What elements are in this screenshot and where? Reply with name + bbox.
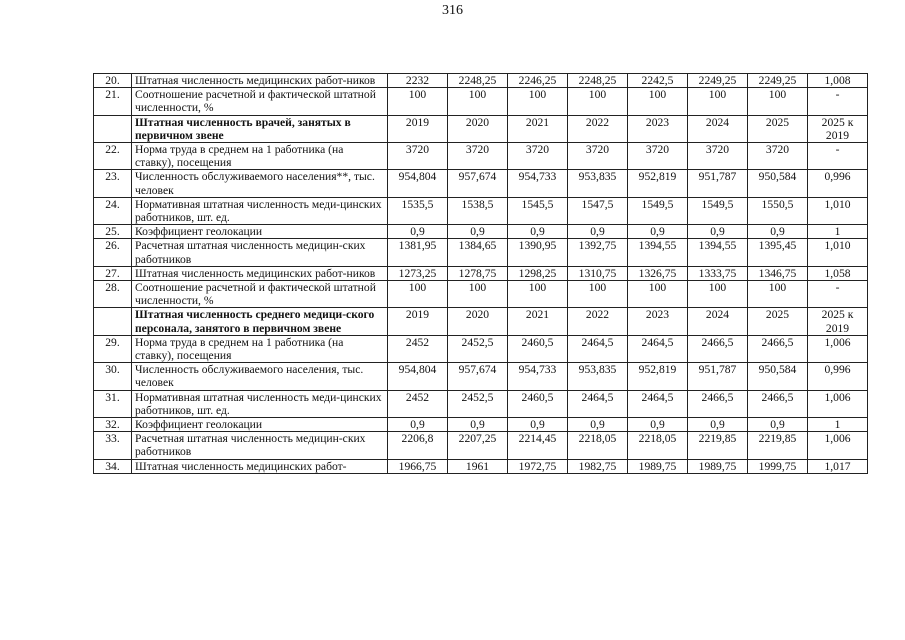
year-header-cell: 2022	[568, 115, 628, 142]
value-cell: 951,787	[688, 170, 748, 197]
value-cell: 3720	[448, 143, 508, 170]
value-cell: 2219,85	[748, 432, 808, 459]
value-cell: 3720	[628, 143, 688, 170]
value-cell: 1384,65	[448, 239, 508, 266]
value-cell: 1538,5	[448, 197, 508, 224]
ratio-header-cell: 2025 к 2019	[808, 308, 868, 335]
value-cell: 100	[628, 88, 688, 115]
value-cell: 0,9	[388, 225, 448, 239]
indicator-label: Соотношение расчетной и фактической штатной численности, %	[132, 281, 388, 308]
value-cell: 100	[388, 88, 448, 115]
value-cell: 0,9	[628, 225, 688, 239]
table-row	[94, 88, 868, 115]
value-cell: 1982,75	[568, 459, 628, 473]
value-cell: 100	[748, 88, 808, 115]
value-cell: 954,733	[508, 363, 568, 390]
ratio-cell: 0,996	[808, 170, 868, 197]
ratio-cell: -	[808, 281, 868, 308]
value-cell: 0,9	[628, 418, 688, 432]
value-cell: 1999,75	[748, 459, 808, 473]
ratio-cell: 1	[808, 418, 868, 432]
table-row	[94, 335, 868, 362]
value-cell: 2452,5	[448, 335, 508, 362]
value-cell: 957,674	[448, 363, 508, 390]
value-cell: 2246,25	[508, 74, 568, 88]
ratio-cell: 1	[808, 225, 868, 239]
value-cell: 100	[448, 281, 508, 308]
table-row	[94, 281, 868, 308]
indicator-label: Расчетная штатная численность медицин-ских работников	[132, 239, 388, 266]
value-cell: 100	[508, 281, 568, 308]
row-number: 20.	[94, 74, 132, 88]
ratio-cell: 1,006	[808, 432, 868, 459]
value-cell: 0,9	[568, 418, 628, 432]
year-header-cell: 2019	[388, 115, 448, 142]
row-number: 28.	[94, 281, 132, 308]
year-header-cell: 2020	[448, 308, 508, 335]
year-header-cell: 2025	[748, 115, 808, 142]
indicator-label: Коэффициент геолокации	[132, 225, 388, 239]
ratio-cell: 1,058	[808, 266, 868, 280]
value-cell: 1278,75	[448, 266, 508, 280]
value-cell: 2452	[388, 335, 448, 362]
value-cell: 3720	[568, 143, 628, 170]
value-cell: 1395,45	[748, 239, 808, 266]
table-row	[94, 197, 868, 224]
year-header-cell: 2024	[688, 308, 748, 335]
value-cell: 2207,25	[448, 432, 508, 459]
value-cell: 2248,25	[448, 74, 508, 88]
table-row	[94, 170, 868, 197]
value-cell: 1549,5	[628, 197, 688, 224]
value-cell: 3720	[748, 143, 808, 170]
year-header-cell: 2021	[508, 115, 568, 142]
value-cell: 2460,5	[508, 335, 568, 362]
value-cell: 2466,5	[748, 390, 808, 417]
value-cell: 0,9	[688, 418, 748, 432]
value-cell: 2218,05	[568, 432, 628, 459]
value-cell: 0,9	[388, 418, 448, 432]
value-cell: 0,9	[568, 225, 628, 239]
value-cell: 100	[748, 281, 808, 308]
indicator-label: Расчетная штатная численность медицин-ских работников	[132, 432, 388, 459]
value-cell: 0,9	[688, 225, 748, 239]
table-row	[94, 143, 868, 170]
ratio-cell: -	[808, 88, 868, 115]
value-cell: 1381,95	[388, 239, 448, 266]
indicator-label: Нормативная штатная численность меди-цинских работников, шт. ед.	[132, 390, 388, 417]
indicator-label: Соотношение расчетной и фактической штатной численности, %	[132, 88, 388, 115]
row-number: 22.	[94, 143, 132, 170]
value-cell: 1326,75	[628, 266, 688, 280]
value-cell: 100	[508, 88, 568, 115]
section-header-row	[94, 115, 868, 142]
value-cell: 1547,5	[568, 197, 628, 224]
section-header-row	[94, 308, 868, 335]
value-cell: 0,9	[508, 225, 568, 239]
value-cell: 2466,5	[748, 335, 808, 362]
value-cell: 1549,5	[688, 197, 748, 224]
year-header-cell: 2023	[628, 115, 688, 142]
staffing-table	[93, 73, 868, 474]
row-number: 29.	[94, 335, 132, 362]
value-cell: 2249,25	[748, 74, 808, 88]
value-cell: 953,835	[568, 170, 628, 197]
row-number: 24.	[94, 197, 132, 224]
ratio-cell: 0,996	[808, 363, 868, 390]
year-header-cell: 2020	[448, 115, 508, 142]
row-number: 30.	[94, 363, 132, 390]
value-cell: 1989,75	[628, 459, 688, 473]
row-number	[94, 115, 132, 142]
indicator-label: Штатная численность медицинских работ-	[132, 459, 388, 473]
value-cell: 100	[448, 88, 508, 115]
value-cell: 1972,75	[508, 459, 568, 473]
row-number: 27.	[94, 266, 132, 280]
value-cell: 1394,55	[688, 239, 748, 266]
row-number: 25.	[94, 225, 132, 239]
ratio-cell: -	[808, 143, 868, 170]
row-number: 32.	[94, 418, 132, 432]
value-cell: 1535,5	[388, 197, 448, 224]
value-cell: 2464,5	[628, 390, 688, 417]
value-cell: 2249,25	[688, 74, 748, 88]
page-number: 316	[442, 3, 463, 18]
value-cell: 0,9	[748, 418, 808, 432]
value-cell: 950,584	[748, 363, 808, 390]
section-title: Штатная численность врачей, занятых в первичном звене	[132, 115, 388, 142]
value-cell: 957,674	[448, 170, 508, 197]
value-cell: 0,9	[448, 418, 508, 432]
ratio-cell: 1,008	[808, 74, 868, 88]
value-cell: 1394,55	[628, 239, 688, 266]
year-header-cell: 2025	[748, 308, 808, 335]
table-row	[94, 239, 868, 266]
value-cell: 100	[568, 281, 628, 308]
table-body	[94, 74, 868, 474]
value-cell: 1273,25	[388, 266, 448, 280]
value-cell: 954,804	[388, 170, 448, 197]
value-cell: 950,584	[748, 170, 808, 197]
ratio-cell: 1,010	[808, 239, 868, 266]
year-header-cell: 2022	[568, 308, 628, 335]
table-row	[94, 74, 868, 88]
value-cell: 0,9	[448, 225, 508, 239]
row-number	[94, 308, 132, 335]
value-cell: 954,733	[508, 170, 568, 197]
year-header-cell: 2023	[628, 308, 688, 335]
value-cell: 1545,5	[508, 197, 568, 224]
value-cell: 1346,75	[748, 266, 808, 280]
value-cell: 2214,45	[508, 432, 568, 459]
value-cell: 3720	[508, 143, 568, 170]
year-header-cell: 2021	[508, 308, 568, 335]
table-row	[94, 225, 868, 239]
table-row	[94, 432, 868, 459]
value-cell: 2464,5	[568, 335, 628, 362]
value-cell: 100	[688, 88, 748, 115]
value-cell: 0,9	[748, 225, 808, 239]
value-cell: 1310,75	[568, 266, 628, 280]
table-row	[94, 266, 868, 280]
value-cell: 2248,25	[568, 74, 628, 88]
value-cell: 2206,8	[388, 432, 448, 459]
value-cell: 1392,75	[568, 239, 628, 266]
indicator-label: Норма труда в среднем на 1 работника (на ставку), посещения	[132, 335, 388, 362]
value-cell: 1989,75	[688, 459, 748, 473]
year-header-cell: 2024	[688, 115, 748, 142]
row-number: 23.	[94, 170, 132, 197]
value-cell: 951,787	[688, 363, 748, 390]
table-row	[94, 390, 868, 417]
value-cell: 100	[688, 281, 748, 308]
value-cell: 2232	[388, 74, 448, 88]
year-header-cell: 2019	[388, 308, 448, 335]
indicator-label: Штатная численность медицинских работ-ников	[132, 74, 388, 88]
value-cell: 952,819	[628, 170, 688, 197]
indicator-label: Численность обслуживаемого населения**, тыс. человек	[132, 170, 388, 197]
ratio-cell: 1,017	[808, 459, 868, 473]
value-cell: 2466,5	[688, 335, 748, 362]
value-cell: 1298,25	[508, 266, 568, 280]
value-cell: 2464,5	[628, 335, 688, 362]
ratio-header-cell: 2025 к 2019	[808, 115, 868, 142]
value-cell: 2452	[388, 390, 448, 417]
table-row	[94, 459, 868, 473]
value-cell: 100	[568, 88, 628, 115]
table-row	[94, 418, 868, 432]
indicator-label: Численность обслуживаемого населения, тыс. человек	[132, 363, 388, 390]
value-cell: 954,804	[388, 363, 448, 390]
value-cell: 2218,05	[628, 432, 688, 459]
value-cell: 1961	[448, 459, 508, 473]
value-cell: 952,819	[628, 363, 688, 390]
ratio-cell: 1,010	[808, 197, 868, 224]
value-cell: 1966,75	[388, 459, 448, 473]
value-cell: 1333,75	[688, 266, 748, 280]
value-cell: 1550,5	[748, 197, 808, 224]
section-title: Штатная численность среднего медици-ского персонала, занятого в первичном звене	[132, 308, 388, 335]
indicator-label: Норма труда в среднем на 1 работника (на ставку), посещения	[132, 143, 388, 170]
indicator-label: Нормативная штатная численность меди-цинских работников, шт. ед.	[132, 197, 388, 224]
value-cell: 0,9	[508, 418, 568, 432]
row-number: 26.	[94, 239, 132, 266]
value-cell: 2452,5	[448, 390, 508, 417]
value-cell: 2466,5	[688, 390, 748, 417]
indicator-label: Штатная численность медицинских работ-ников	[132, 266, 388, 280]
row-number: 31.	[94, 390, 132, 417]
row-number: 33.	[94, 432, 132, 459]
value-cell: 100	[628, 281, 688, 308]
row-number: 34.	[94, 459, 132, 473]
value-cell: 3720	[388, 143, 448, 170]
value-cell: 2242,5	[628, 74, 688, 88]
row-number: 21.	[94, 88, 132, 115]
table-row	[94, 363, 868, 390]
indicator-label: Коэффициент геолокации	[132, 418, 388, 432]
value-cell: 1390,95	[508, 239, 568, 266]
value-cell: 2464,5	[568, 390, 628, 417]
value-cell: 3720	[688, 143, 748, 170]
ratio-cell: 1,006	[808, 390, 868, 417]
value-cell: 953,835	[568, 363, 628, 390]
ratio-cell: 1,006	[808, 335, 868, 362]
value-cell: 2460,5	[508, 390, 568, 417]
value-cell: 100	[388, 281, 448, 308]
value-cell: 2219,85	[688, 432, 748, 459]
